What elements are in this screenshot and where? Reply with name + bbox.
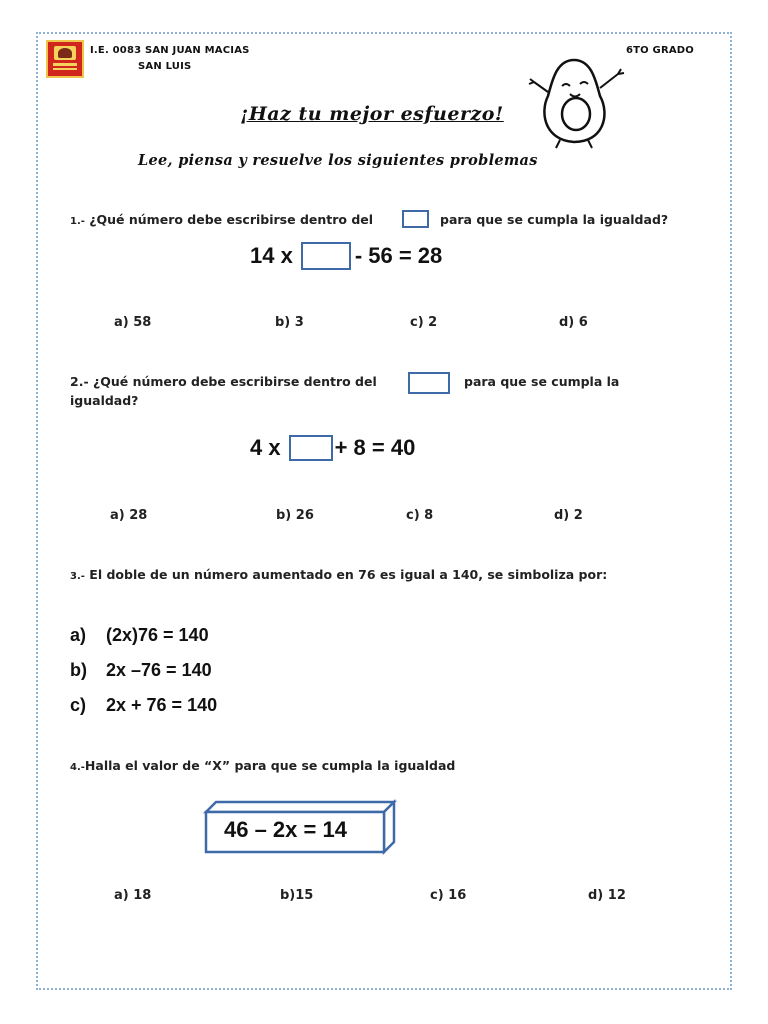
school-name: I.E. 0083 SAN JUAN MACIAS	[90, 45, 250, 56]
q3-option-c: c) 2x + 76 = 140	[70, 695, 218, 715]
question-1-equation	[250, 242, 442, 270]
q4-option-d: d) 12	[588, 888, 626, 903]
question-2-text-before: ¿Qué número debe escribirse dentro del	[93, 374, 377, 389]
q1-option-c: c) 2	[410, 315, 438, 330]
question-2-text-line2: igualdad?	[70, 393, 139, 408]
question-4-number: 4.-	[70, 762, 85, 773]
school-district: SAN LUIS	[138, 61, 192, 72]
question-1-text-before: ¿Qué número debe escribirse dentro del	[89, 212, 374, 227]
equation-1-right: - 56 = 28	[354, 243, 443, 268]
school-logo	[46, 40, 84, 78]
question-4	[70, 758, 455, 773]
q2-option-b: b) 26	[276, 508, 314, 523]
q3-option-b: b) 2x –76 = 140	[70, 660, 212, 680]
q3-option-a: a) (2x)76 = 140	[70, 625, 209, 645]
q2-option-c: c) 8	[406, 508, 434, 523]
question-3-text: El doble de un número aumentado en 76 es igual a 140, se simboliza por:	[89, 567, 608, 582]
answer-box-2-icon	[408, 372, 450, 394]
q1-option-a: a) 58	[114, 315, 152, 330]
q1-option-b: b) 3	[275, 315, 304, 330]
question-4-text: Halla el valor de “X” para que se cumpla la igualdad	[84, 758, 456, 773]
q4-option-b: b)15	[280, 888, 314, 903]
question-1-text-after: para que se cumpla la igualdad?	[440, 212, 669, 227]
equation-2-left: 4 x	[250, 435, 281, 460]
q4-option-a: a) 18	[114, 888, 152, 903]
q1-option-d: d) 6	[559, 315, 588, 330]
q2-option-d: d) 2	[554, 508, 583, 523]
question-2-equation	[250, 435, 415, 461]
avocado-mascot-icon	[526, 52, 636, 150]
page-title: ¡Haz tu mejor esfuerzo!	[240, 103, 504, 125]
equation-2-right: + 8 = 40	[334, 435, 416, 460]
equation-1-box	[301, 242, 351, 270]
question-3-number: 3.-	[70, 571, 85, 582]
q4-option-c: c) 16	[430, 888, 467, 903]
page-subtitle: Lee, piensa y resuelve los siguientes problemas	[138, 152, 538, 169]
grade-label: 6TO GRADO	[626, 45, 695, 56]
question-2-text-after: para que se cumpla la	[464, 374, 620, 389]
question-3	[70, 567, 607, 582]
question-4-equation: 46 – 2x = 14	[224, 817, 347, 842]
question-1	[70, 212, 373, 227]
question-2	[70, 374, 377, 389]
q2-option-a: a) 28	[110, 508, 148, 523]
question-1-number: 1.-	[70, 216, 85, 227]
answer-box-icon	[402, 210, 429, 228]
equation-2-box	[289, 435, 333, 461]
question-2-number: 2.-	[70, 374, 89, 389]
equation-1-left: 14 x	[250, 243, 293, 268]
